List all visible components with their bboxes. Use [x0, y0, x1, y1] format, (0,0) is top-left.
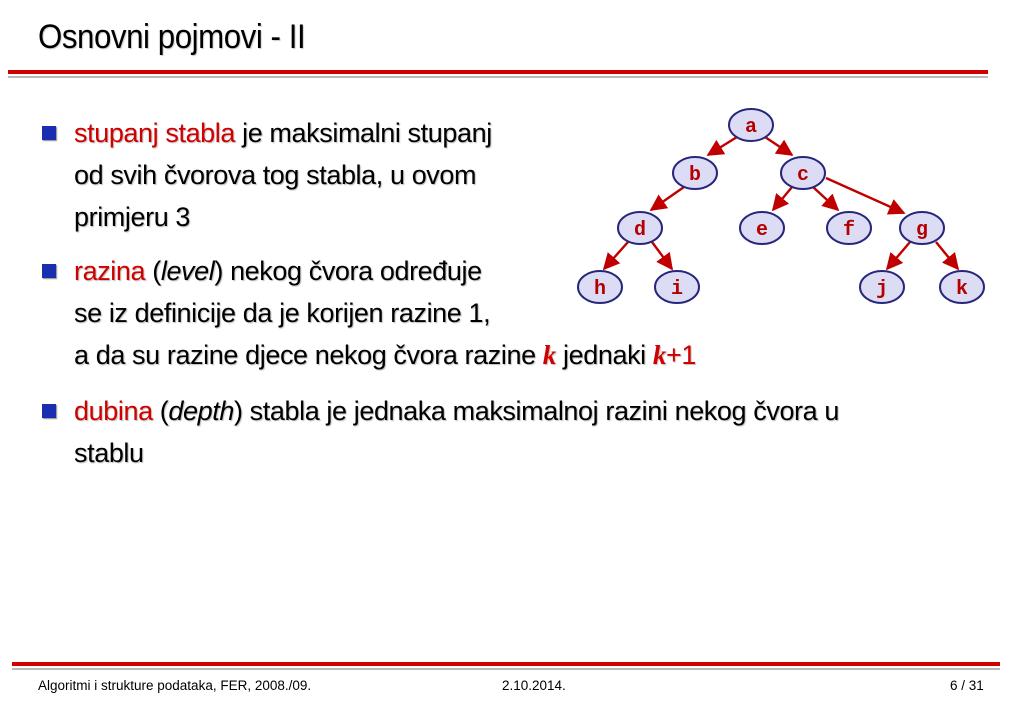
tree-node-d: [618, 212, 662, 244]
term-level: razina: [74, 256, 146, 286]
bullet-text: se iz definicije da je korijen razine 1,: [74, 298, 491, 328]
paren-close: ): [214, 256, 223, 286]
node-label: e: [755, 219, 769, 242]
plus-one: +1: [665, 340, 696, 370]
tree-node-e: [740, 212, 784, 244]
node-label: i: [670, 278, 684, 301]
edge-a-b: [708, 137, 737, 155]
edge-d-h: [604, 242, 628, 269]
paren-open: (: [145, 256, 161, 286]
bullet-text: a da su razine djece nekog čvora razine: [74, 340, 543, 370]
edge-g-j: [887, 242, 910, 269]
tree-node-g: [900, 212, 944, 244]
tree-node-k: [940, 271, 984, 303]
node-label: g: [915, 219, 929, 242]
term-tree-degree: stupanj stabla: [74, 118, 236, 148]
node-label: j: [875, 278, 889, 301]
edge-c-f: [813, 187, 838, 210]
edge-b-d: [651, 187, 684, 210]
variable-k: k: [652, 340, 666, 370]
node-label: b: [688, 164, 702, 187]
node-label: f: [842, 219, 856, 242]
footer-rule-shadow: [12, 668, 1000, 670]
edge-c-e: [773, 187, 792, 210]
footer-page-number: 6 / 31: [950, 678, 984, 693]
edge-d-i: [652, 242, 672, 269]
tree-node-h: [578, 271, 622, 303]
tree-node-a: [729, 109, 773, 141]
node-label: k: [955, 278, 969, 301]
tree-node-b: [673, 157, 717, 189]
tree-node-i: [655, 271, 699, 303]
bullet-text: jednaki: [555, 340, 653, 370]
footer-date: 2.10.2014.: [502, 678, 566, 693]
paren-open: (: [152, 396, 169, 426]
node-label: c: [796, 164, 810, 187]
bullet-text: nekog čvora određuje: [222, 256, 482, 286]
footer-rule: [12, 662, 1000, 666]
tree-node-c: [781, 157, 825, 189]
variable-k: k: [542, 340, 556, 370]
bullet-text: stabla je jednaka maksimalnoj razini nekog čvora u: [242, 396, 839, 426]
edge-a-c: [765, 137, 792, 155]
term-depth-en: depth: [168, 396, 234, 426]
tree-node-j: [860, 271, 904, 303]
bullet-text: je maksimalni stupanj: [235, 118, 492, 148]
bullet-text: od svih čvorova tog stabla, u ovom: [74, 160, 477, 190]
term-depth: dubina: [74, 396, 153, 426]
node-label: d: [633, 219, 647, 242]
bullet-text: primjeru 3: [74, 202, 191, 232]
slide-title: Osnovni pojmovi - II: [38, 18, 306, 56]
tree-node-f: [827, 212, 871, 244]
node-label: h: [593, 278, 607, 301]
edge-c-g: [826, 178, 904, 213]
node-label: a: [744, 116, 758, 139]
bullet-text: stablu: [74, 438, 144, 468]
term-level-en: level: [160, 256, 215, 286]
footer-course: Algoritmi i strukture podataka, FER, 2008./09.: [38, 678, 312, 693]
edge-g-k: [936, 242, 958, 269]
paren-close: ): [233, 396, 243, 426]
